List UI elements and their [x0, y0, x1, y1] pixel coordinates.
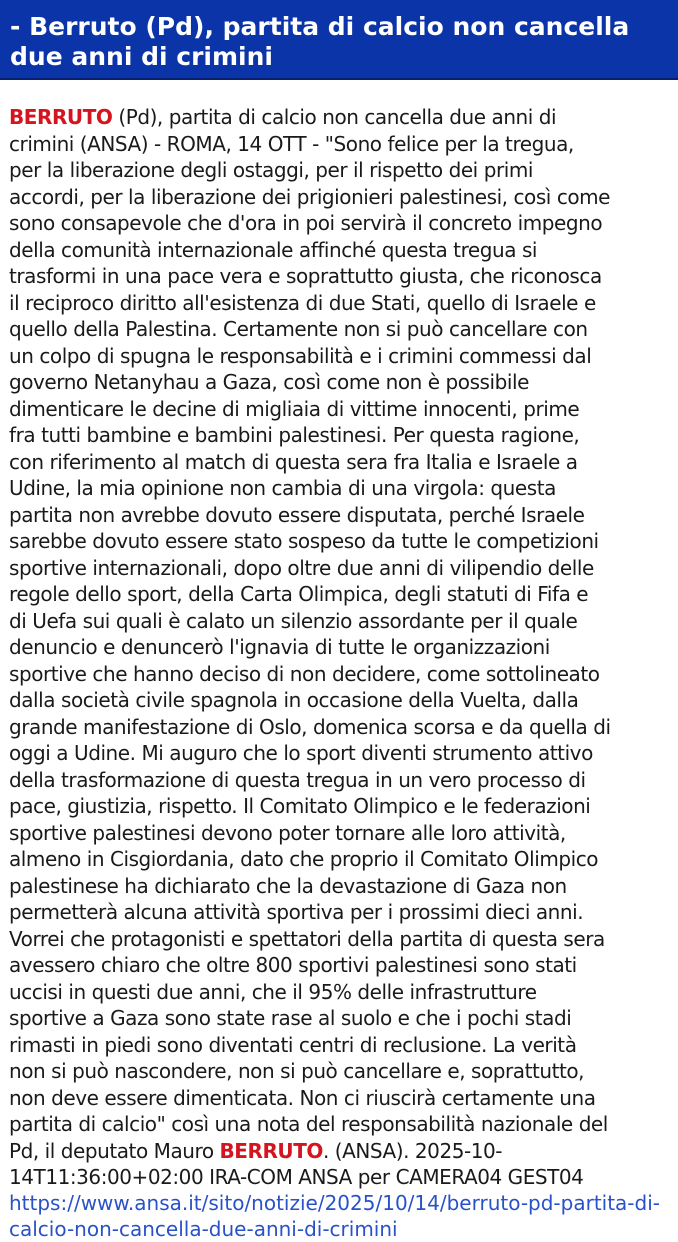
article-title: - Berruto (Pd), partita di calcio non cancella due anni di crimini: [10, 12, 630, 71]
article-header: [0, 0, 678, 80]
article-body: [9, 104, 675, 1191]
highlighted-name: BERRUTO: [9, 105, 113, 129]
cut-off-link-line[interactable]: https://www.ansa.it/sito/notizie/2025/10/14/berruto-pd-partita-di-calcio-non-cancella-due-anni-di-crimini: [9, 1191, 660, 1241]
article-text-part-2: . (ANSA). 2025-10- 14T11:36:00+02:00 IRA-COM ANSA per CAMERA04 GEST04: [9, 1138, 584, 1189]
article-text-part-1: (Pd), partita di calcio non cancella due anni di crimini (ANSA) - ROMA, 14 OTT - "Sono felice per la tregua, per la liberazione degli ostaggi, per il rispetto dei primi accordi, per la liberazione dei prigionieri palestinesi, così come sono consapevole che d'ora in poi servirà il concreto impegno della comunità internazionale affinché questa tregua si trasformi in una pace vera e soprattutto giusta, che riconosca il reciproco diritto all'esistenza di due Stati, quello di Israele e quello della Palestina. Certamente non si può cancellare con un colpo di spugna le responsabilità e i crimini commessi dal governo Netanyhau a Gaza, così come non è possibile dimenticare le decine di migliaia di vittime innocenti, prime fra tutti bambine e bambini palestinesi. Per questa ragione, con riferimento al match di questa sera fra Italia e Israele a Udine, la mia opinione non cambia di una virgola: questa partita non avrebbe dovuto essere disputata, perché Israele sarebbe dovuto essere stato sospeso da tutte le competizioni sportive internazionali, dopo oltre due anni di vilipendio delle regole dello sport, della Carta Olimpica, degli statuti di Fifa e di Uefa sui quali è calato un silenzio assordante per il quale denuncio e denuncerò l'ignavia di tutte le organizzazioni sportive che hanno deciso di non decidere, come sottolineato dalla società civile spagnola in occasione della Vuelta, dalla grande manifestazione di Oslo, domenica scorsa e da quella di oggi a Udine. Mi auguro che lo sport diventi strumento attivo della trasformazione di questa tregua in un vero processo di pace, giustizia, rispetto. Il Comitato Olimpico e le federazioni sportive palestinesi devono poter tornare alle loro attività, almeno in Cisgiordania, dato che proprio il Comitato Olimpico palestinese ha dichiarato che la devastazione di Gaza non permetterà alcuna attività sportiva per i prossimi dieci anni. Vorrei che protagonisti e spettatori della partita di questa sera avessero chiaro che oltre 800 sportivi palestinesi sono stati uccisi in questi due anni, che il 95% delle infrastrutture sportive a Gaza sono state rase al suolo e che i pochi stadi rimasti in piedi sono diventati centri di reclusione. La verità non si può nascondere, non si può cancellare e, soprattutto, non deve essere dimenticata. Non ci riuscirà certamente una partita di calcio" così una nota del responsabilità nazionale del Pd, il deputato Mauro: [9, 105, 611, 1163]
highlighted-name: BERRUTO: [219, 1138, 323, 1163]
